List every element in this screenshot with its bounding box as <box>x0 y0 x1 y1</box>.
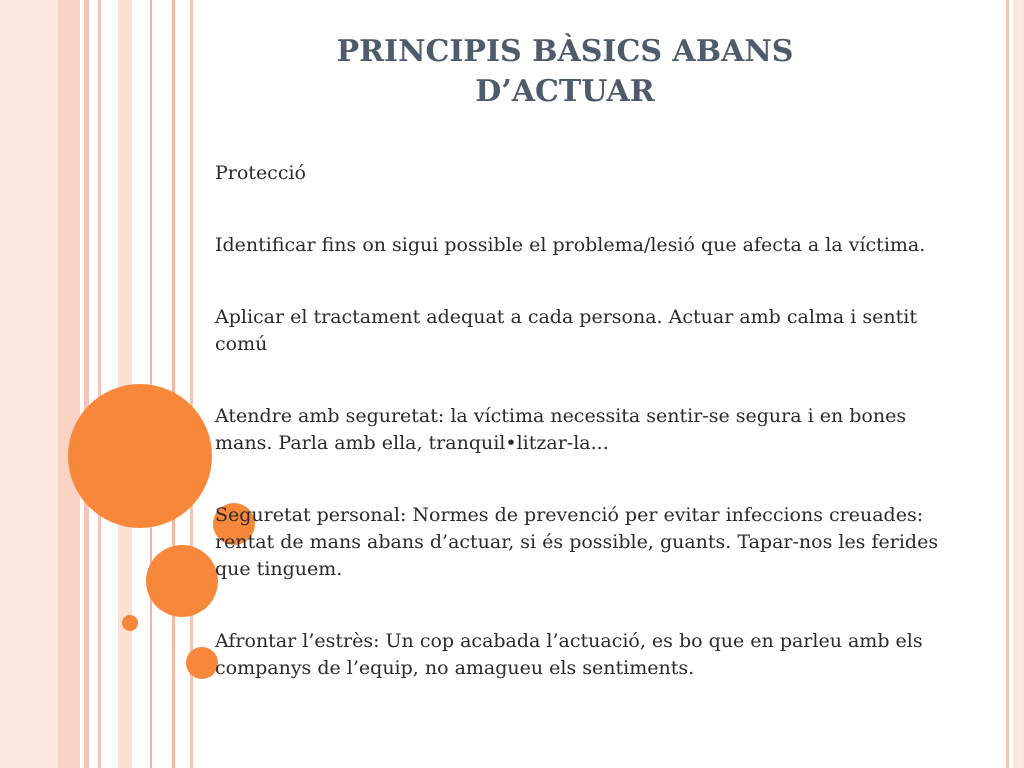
list-item-afrontar: Afrontar l’estrès: Un cop acabada l’actuació, es bo que en parleu amb els companys de l’equip, no amagueu els sentiments. <box>215 630 923 679</box>
list-item-identificar: Identificar fins on sigui possible el problema/lesió que afecta a la víctima. <box>215 234 926 256</box>
left-stripe-line-1 <box>84 0 89 768</box>
left-stripe-light <box>0 0 58 768</box>
medium-circle <box>146 545 218 617</box>
small-circle-2 <box>186 647 218 679</box>
right-stripe-line-1 <box>1006 0 1009 768</box>
list-item-aplicar: Aplicar el tractament adequat a cada persona. Actuar amb calma i sentit comú <box>215 306 917 355</box>
list-item-atendre: Atendre amb seguretat: la víctima necessita sentir-se segura i en bones mans. Parla amb ella, tranquil•litzar-la... <box>215 405 907 454</box>
slide-title-line-2: D’ACTUAR <box>475 74 655 109</box>
left-stripe-mid <box>58 0 80 768</box>
left-stripe-line-2 <box>98 0 101 768</box>
list-item-proteccio: Protecció <box>215 162 306 184</box>
body-text-list <box>215 160 950 727</box>
left-stripe-line-4 <box>172 0 175 768</box>
right-stripe-light <box>1013 0 1024 768</box>
slide-title-line-1: PRINCIPIS BÀSICS ABANS <box>336 34 794 69</box>
list-item-seguretat: Seguretat personal: Normes de prevenció per evitar infeccions creuades: rentat de mans abans d’actuar, si és possible, guants. Tapar-nos les ferides que tinguem. <box>215 504 939 580</box>
large-circle <box>68 384 212 528</box>
slide-title <box>245 32 885 112</box>
tiny-circle <box>122 615 138 631</box>
